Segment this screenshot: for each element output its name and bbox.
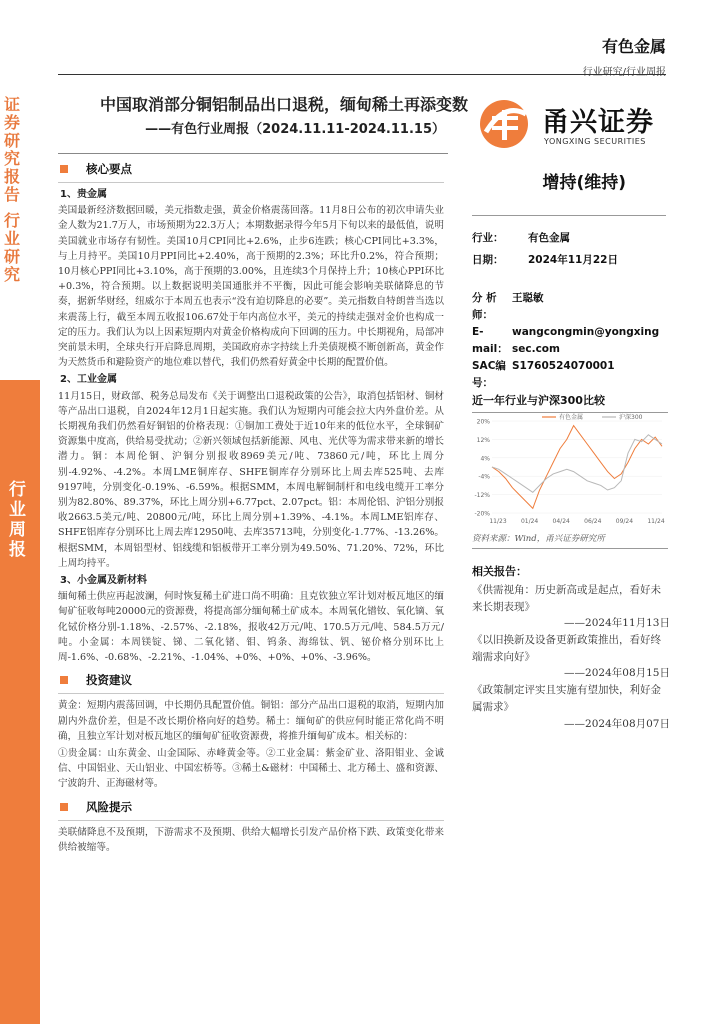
header-category: 有色金属 [601, 37, 666, 56]
comparison-title: 近一年行业与沪深300比较 [472, 392, 668, 413]
analyst-sac-row [472, 358, 666, 392]
analyst-name-row [472, 290, 666, 324]
section-risk-title: 风险提示 [86, 799, 132, 814]
chart-x-tick-label: 04/24 [552, 518, 570, 525]
industrial-heading: 2、工业金属 [60, 374, 117, 386]
title-divider [58, 153, 448, 154]
report-title: 中国取消部分铜铝制品出口退税，缅甸稀土再添变数 [99, 95, 468, 114]
section-core-header [58, 160, 444, 183]
chart-series-line-industry [492, 426, 662, 509]
related-report-date: ——2024年08月15日 [564, 667, 670, 680]
chart-series-line-csi300 [492, 435, 662, 493]
chart-x-tick-label: 11/24 [647, 518, 665, 525]
chart-x-tick-label: 06/24 [584, 518, 602, 525]
rating-divider [472, 215, 666, 216]
chart-x-tick-label: 09/24 [615, 518, 634, 525]
related-report-title[interactable]: 《供需视角：历史新高或是起点，看好未来长期表现》 [472, 584, 661, 613]
chart-grid [492, 421, 662, 513]
chart-y-tick-label: 12% [476, 436, 490, 444]
chart-x-tick-label: 11/23 [489, 518, 507, 525]
logo-mark-icon [474, 96, 536, 152]
section-bullet-icon [60, 803, 68, 811]
gold-heading: 1、贵金属 [60, 189, 107, 200]
minor-metals-paragraph: 缅甸稀土供应再起波澜，何时恢复稀土矿进口尚不明确：且克钦独立军计划对板瓦地区的缅甸矿征收每吨20000元的资源费，将提高部分缅甸稀土矿成本。本周氧化镨钕、氧化镝、氧化铽价格分别-1.18%、-2.57%、-2.18%，报收42万元/吨、170.5万元/吨、584.5万元/吨。小金属：本周镁锭、锑、二氧化锗、钼、钨条、海绵钛、钒、铋价格分别环比上周-1.6%、-0.68%、-2.21%、-1.04%、+0%、+0%、+0%、-3.96%。 [58, 591, 444, 664]
related-heading: 相关报告： [472, 565, 527, 578]
section-advice-title: 投资建议 [86, 673, 132, 688]
chart-y-tick-label: -12% [474, 492, 490, 500]
date-label: 日期： [472, 254, 504, 266]
rating-label: 增持(维持) [542, 173, 626, 193]
date-row [472, 252, 666, 267]
analyst-sac-label: SAC编号： [472, 360, 506, 389]
advice-targets: ①贵金属：山东黄金、山金国际、赤峰黄金等。②工业金属：紫金矿业、洛阳钼业、金诚信、中国铝业、天山铝业、中国宏桥等。③稀土&磁材：中国稀土、北方稀土、盛和资源、宁波韵升、正海磁材等。 [58, 747, 444, 790]
industrial-paragraph: 11月15日，财政部、税务总局发布《关于调整出口退税政策的公告》，取消包括铝材、铜材等产品出口退税，自2024年12月1日起实施。我们认为短期内可能会拉大内外盘价差。从长期视角我们仍然看好铜铝的价格表现：①铜加工费处于近10年来的低位水平，全球铜矿资源集中度高，供给易受扰动；②新兴领域包括新能源、风电、光伏等为需求带来新的增长潜力。铜：本周伦铜、沪铜分别报收8969美元/吨、73860元/吨，环比上周分别-4.92%、-4.2%。本周LME铜库存、SHFE铜库存分别环比上周去库525吨、去库9197吨，分别变化-0.19%、-6.59%。根据SMM，本周电解铜制杆和电线电缆开工率分别为82.80%、89.37%，环比上周分别+6.77pct、2.07pct。铝：本周伦铝、沪铝分别报收2663.5美元/吨、20800元/吨，环比上周分别+1.39%、-4.1%。本周LME铝库存、SHFE铝库存分别环比上周去库12950吨、去库35713吨，分别变化-1.77%、-13.26%。根据SMM，本周铝型材、铝线缆和铝板带开工率分别为49.50%、71.20%、72%，环比上周均持平。 [58, 390, 444, 569]
related-report-date: ——2024年08月07日 [564, 717, 670, 730]
chart-legend [542, 413, 643, 421]
industry-value: 有色金属 [528, 232, 570, 244]
main-column [58, 160, 444, 857]
analyst-email-label: E-mail： [472, 326, 508, 355]
advice-paragraph: 黄金：短期内震荡回调，中长期仍具配置价值。铜铝：部分产品出口退税的取消，短期内加剧内外盘价差，但是不改长期价格向好的趋势。稀土：缅甸矿的供应何时能正常化尚不明确，且独立军计划对板瓦地区的缅甸矿征收资源费，将推升缅甸矿成本。相关标的： [58, 700, 444, 742]
section-core-title: 核心要点 [86, 162, 132, 176]
chart-y-tick-label: 4% [480, 455, 490, 463]
right-column [472, 168, 666, 392]
related-reports [472, 563, 670, 733]
analyst-name-label: 分 析 师： [472, 292, 497, 321]
side-label-area [0, 82, 28, 382]
section-bullet-icon [60, 165, 68, 173]
logo-english: YONGXING SECURITIES [544, 137, 646, 146]
industry-row [472, 230, 666, 245]
chart-series [492, 426, 662, 509]
comparison-chart [472, 413, 668, 531]
chart-y-tick-label: -4% [478, 473, 490, 481]
chart-x-ticks [489, 518, 664, 525]
analyst-email[interactable]: wangcongmin@yongxingsec.com [512, 326, 660, 355]
analyst-name: 王聪敏 [512, 292, 544, 304]
side-label-industry: 行业研究 [4, 211, 21, 284]
chart-legend-label: 沪深300 [619, 414, 643, 421]
chart-y-tick-label: -20% [474, 510, 490, 518]
analyst-block [472, 290, 666, 392]
risk-paragraph: 美联储降息不及预期，下游需求不及预期、供给大幅增长引发产品价格下跌、政策变化带来供给被缩等。 [58, 826, 444, 853]
report-subtitle: ——有色行业周报（2024.11.11-2024.11.15） [145, 122, 445, 137]
related-report-title[interactable]: 《以旧换新及设备更新政策推出，看好终端需求向好》 [472, 634, 661, 663]
analyst-sac: S1760524070001 [512, 360, 615, 372]
section-advice-header [58, 671, 444, 694]
chart-legend-label: 有色金属 [559, 414, 584, 421]
gold-paragraph: 美国最新经济数据回暖，美元指数走强，黄金价格震荡回落。11月8日公布的初次申请失业金人数为21.7万人，市场预期为22.3万人；本期数据录得今年5月下旬以来的最低值，说明美国就业市场存有韧性。美国10月CPI同比+2.6%，止步6连跌；核心CPI同比+3.3%，与上月持平。美国10月PPI同比+2.40%，高于预期的2.3%；环比升0.2%，符合预期；10月核心PPI同比+3.10%，高于预期的3.00%，且连续3个月保持上升；10核心PPI环比+0.3%，符合预期。以上数据说明美国通胀并不平衡，因此可能会影响美联储降息的节奏，据新华财经，纽威尔于本周五也表示“没有迫切降息的必要”。美元指数自特朗普当选以来震荡上行，截至本周五收报106.67处于年内高位水平，美元的持续走强对金价也构成一定的压力。我们认为以上因素短期内对黄金价格构成向下回调的压力。中长期视角，局部冲突前景未明，全球央行开启降息周期，美国政府赤字持续上升美债规模不断创新高，黄金作为天然货币和避险资产的地位难以替代，我们仍然看好黄金中长期的配置价值。 [58, 205, 444, 369]
section-risk-header [58, 798, 444, 821]
side-band-label: 行业周报 [9, 480, 26, 560]
header-divider [58, 74, 666, 75]
industry-label: 行业： [472, 232, 504, 244]
company-logo [474, 96, 674, 156]
related-report-date: ——2024年11月13日 [564, 617, 670, 630]
header-subcategory: 行业研究/行业周报 [582, 67, 666, 78]
date-value: 2024年11月22日 [528, 254, 618, 266]
side-band [0, 380, 40, 1024]
logo-name: 甬兴证券 [542, 107, 654, 138]
header-category-block [583, 34, 666, 78]
side-label-research: 证券研究报告 [4, 95, 21, 204]
chart-source: 资料来源：Wind，甬兴证券研究所 [472, 532, 668, 549]
chart-x-tick-label: 01/24 [520, 518, 539, 525]
chart-y-ticks [474, 419, 490, 518]
related-report-title[interactable]: 《政策制定评实且实施有望加快，利好金属需求》 [472, 684, 661, 713]
section-bullet-icon [60, 676, 68, 684]
analyst-email-row [472, 324, 666, 358]
chart-y-tick-label: 20% [476, 418, 490, 426]
minor-metals-heading: 3、小金属及新材料 [60, 575, 147, 587]
